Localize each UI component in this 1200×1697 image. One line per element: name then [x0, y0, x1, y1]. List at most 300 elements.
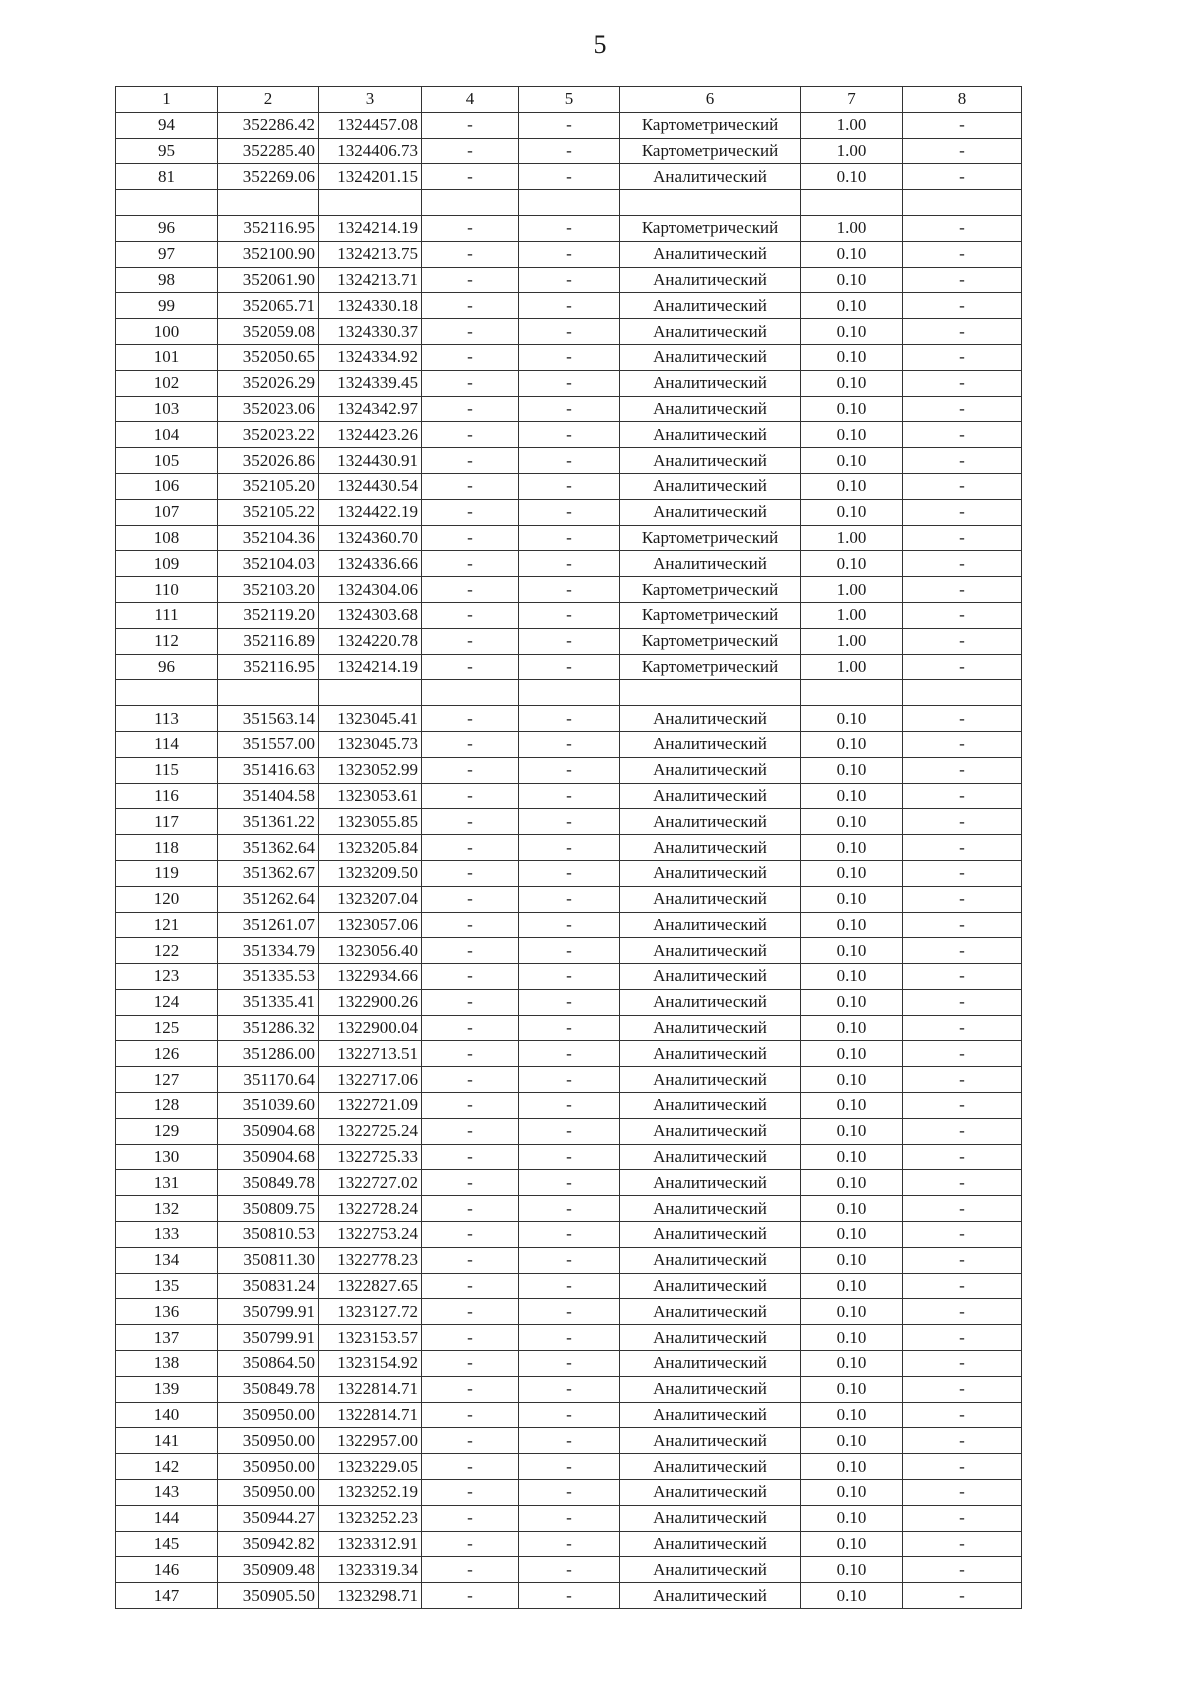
cell-x-coordinate: 352103.20 [218, 577, 319, 603]
cell-y-coordinate [319, 190, 422, 216]
cell-col-4: - [422, 138, 519, 164]
cell-accuracy: 0.10 [801, 1093, 903, 1119]
cell-point-number: 95 [116, 138, 218, 164]
cell-method: Аналитический [620, 757, 801, 783]
cell-y-coordinate: 1324336.66 [319, 551, 422, 577]
cell-col-8: - [903, 706, 1022, 732]
cell-col-8: - [903, 1454, 1022, 1480]
cell-col-5: - [519, 860, 620, 886]
cell-x-coordinate: 350811.30 [218, 1247, 319, 1273]
cell-point-number: 142 [116, 1454, 218, 1480]
cell-col-8: - [903, 1531, 1022, 1557]
cell-x-coordinate: 350950.00 [218, 1402, 319, 1428]
cell-col-4: - [422, 706, 519, 732]
table-row [116, 1557, 1022, 1583]
cell-col-8: - [903, 835, 1022, 861]
cell-y-coordinate: 1322778.23 [319, 1247, 422, 1273]
cell-col-8: - [903, 1041, 1022, 1067]
cell-point-number: 143 [116, 1480, 218, 1506]
cell-y-coordinate: 1324220.78 [319, 628, 422, 654]
cell-col-4: - [422, 473, 519, 499]
table-row [116, 1273, 1022, 1299]
table-row [116, 396, 1022, 422]
cell-accuracy: 0.10 [801, 1480, 903, 1506]
cell-col-5: - [519, 654, 620, 680]
cell-point-number: 110 [116, 577, 218, 603]
cell-method: Аналитический [620, 989, 801, 1015]
cell-col-5: - [519, 1170, 620, 1196]
cell-col-4: - [422, 448, 519, 474]
header-row [116, 87, 1022, 113]
cell-accuracy: 1.00 [801, 654, 903, 680]
table-row [116, 1015, 1022, 1041]
cell-col-4: - [422, 1118, 519, 1144]
cell-y-coordinate: 1323252.23 [319, 1505, 422, 1531]
cell-col-4: - [422, 112, 519, 138]
cell-col-5: - [519, 1041, 620, 1067]
cell-accuracy: 0.10 [801, 1454, 903, 1480]
cell-accuracy: 0.10 [801, 1531, 903, 1557]
cell-accuracy: 0.10 [801, 267, 903, 293]
cell-col-5: - [519, 319, 620, 345]
cell-col-8: - [903, 370, 1022, 396]
table-row [116, 1505, 1022, 1531]
cell-accuracy: 0.10 [801, 1247, 903, 1273]
table-row [116, 1531, 1022, 1557]
cell-x-coordinate: 350904.68 [218, 1144, 319, 1170]
table-row [116, 809, 1022, 835]
cell-col-5: - [519, 1505, 620, 1531]
cell-col-8: - [903, 938, 1022, 964]
cell-y-coordinate: 1324213.75 [319, 241, 422, 267]
cell-y-coordinate [319, 680, 422, 706]
cell-y-coordinate: 1324457.08 [319, 112, 422, 138]
cell-y-coordinate: 1323207.04 [319, 886, 422, 912]
cell-col-5: - [519, 1402, 620, 1428]
cell-accuracy: 0.10 [801, 706, 903, 732]
column-header-1: 1 [116, 87, 218, 113]
cell-x-coordinate [218, 680, 319, 706]
cell-accuracy [801, 190, 903, 216]
cell-accuracy: 0.10 [801, 1505, 903, 1531]
cell-x-coordinate: 350849.78 [218, 1376, 319, 1402]
cell-col-4: - [422, 525, 519, 551]
cell-accuracy: 0.10 [801, 293, 903, 319]
table-row [116, 551, 1022, 577]
cell-point-number: 114 [116, 731, 218, 757]
table-row [116, 164, 1022, 190]
cell-col-8: - [903, 577, 1022, 603]
cell-col-5: - [519, 112, 620, 138]
cell-col-8: - [903, 1376, 1022, 1402]
cell-accuracy: 1.00 [801, 112, 903, 138]
cell-method: Аналитический [620, 1428, 801, 1454]
cell-point-number: 97 [116, 241, 218, 267]
cell-method: Картометрический [620, 138, 801, 164]
cell-method: Аналитический [620, 1583, 801, 1609]
cell-col-4: - [422, 809, 519, 835]
cell-col-8: - [903, 551, 1022, 577]
cell-y-coordinate: 1322753.24 [319, 1222, 422, 1248]
cell-x-coordinate: 351262.64 [218, 886, 319, 912]
table-row [116, 1325, 1022, 1351]
cell-col-4: - [422, 628, 519, 654]
cell-accuracy: 0.10 [801, 1222, 903, 1248]
cell-point-number: 111 [116, 602, 218, 628]
cell-accuracy: 0.10 [801, 938, 903, 964]
cell-col-4: - [422, 757, 519, 783]
cell-col-8: - [903, 1273, 1022, 1299]
cell-y-coordinate: 1323153.57 [319, 1325, 422, 1351]
cell-col-8: - [903, 422, 1022, 448]
cell-col-8: - [903, 757, 1022, 783]
cell-col-5: - [519, 1247, 620, 1273]
cell-y-coordinate: 1323319.34 [319, 1557, 422, 1583]
cell-point-number: 108 [116, 525, 218, 551]
cell-point-number: 105 [116, 448, 218, 474]
cell-accuracy: 0.10 [801, 448, 903, 474]
cell-col-8: - [903, 215, 1022, 241]
cell-col-8: - [903, 448, 1022, 474]
table-row [116, 1196, 1022, 1222]
column-header-8: 8 [903, 87, 1022, 113]
cell-col-4: - [422, 370, 519, 396]
table-row [116, 577, 1022, 603]
cell-col-5: - [519, 1351, 620, 1377]
cell-x-coordinate: 350950.00 [218, 1480, 319, 1506]
cell-col-8: - [903, 628, 1022, 654]
cell-col-8: - [903, 1505, 1022, 1531]
cell-accuracy: 0.10 [801, 1557, 903, 1583]
cell-point-number [116, 680, 218, 706]
cell-col-4: - [422, 1351, 519, 1377]
cell-x-coordinate: 351362.64 [218, 835, 319, 861]
cell-col-5: - [519, 835, 620, 861]
cell-point-number: 141 [116, 1428, 218, 1454]
cell-method: Картометрический [620, 602, 801, 628]
cell-col-5: - [519, 989, 620, 1015]
table-row [116, 344, 1022, 370]
cell-col-5: - [519, 1325, 620, 1351]
table-row [116, 1351, 1022, 1377]
cell-col-4: - [422, 577, 519, 603]
cell-x-coordinate: 350849.78 [218, 1170, 319, 1196]
cell-point-number: 127 [116, 1067, 218, 1093]
cell-method: Аналитический [620, 783, 801, 809]
cell-y-coordinate: 1322814.71 [319, 1376, 422, 1402]
cell-col-5: - [519, 1454, 620, 1480]
cell-point-number: 121 [116, 912, 218, 938]
cell-method: Аналитический [620, 1067, 801, 1093]
cell-x-coordinate: 351335.41 [218, 989, 319, 1015]
table-row [116, 370, 1022, 396]
cell-col-8: - [903, 1299, 1022, 1325]
cell-method: Картометрический [620, 577, 801, 603]
cell-accuracy: 0.10 [801, 783, 903, 809]
cell-method: Аналитический [620, 344, 801, 370]
cell-col-4: - [422, 1505, 519, 1531]
cell-method: Аналитический [620, 731, 801, 757]
cell-method [620, 190, 801, 216]
cell-col-5: - [519, 1557, 620, 1583]
cell-col-8: - [903, 602, 1022, 628]
cell-x-coordinate: 351557.00 [218, 731, 319, 757]
cell-x-coordinate: 351362.67 [218, 860, 319, 886]
cell-accuracy: 0.10 [801, 809, 903, 835]
cell-x-coordinate: 352104.03 [218, 551, 319, 577]
table-row [116, 1093, 1022, 1119]
cell-col-4: - [422, 1531, 519, 1557]
cell-col-8: - [903, 1583, 1022, 1609]
cell-x-coordinate: 351170.64 [218, 1067, 319, 1093]
cell-col-8: - [903, 860, 1022, 886]
cell-x-coordinate: 351286.32 [218, 1015, 319, 1041]
cell-method: Аналитический [620, 396, 801, 422]
cell-x-coordinate: 350904.68 [218, 1118, 319, 1144]
table-row [116, 783, 1022, 809]
cell-x-coordinate: 350810.53 [218, 1222, 319, 1248]
cell-point-number: 99 [116, 293, 218, 319]
cell-x-coordinate: 352026.29 [218, 370, 319, 396]
table-row [116, 602, 1022, 628]
table-row [116, 422, 1022, 448]
cell-col-4: - [422, 499, 519, 525]
cell-col-4: - [422, 783, 519, 809]
cell-x-coordinate: 352269.06 [218, 164, 319, 190]
cell-x-coordinate: 352116.95 [218, 654, 319, 680]
table-row [116, 112, 1022, 138]
cell-col-5: - [519, 1299, 620, 1325]
cell-col-5: - [519, 422, 620, 448]
table-row [116, 1118, 1022, 1144]
cell-col-8 [903, 190, 1022, 216]
cell-col-8: - [903, 1118, 1022, 1144]
cell-point-number: 117 [116, 809, 218, 835]
cell-accuracy: 0.10 [801, 1428, 903, 1454]
cell-point-number: 116 [116, 783, 218, 809]
cell-method: Аналитический [620, 164, 801, 190]
cell-method: Аналитический [620, 1273, 801, 1299]
cell-x-coordinate: 350799.91 [218, 1299, 319, 1325]
table-row [116, 293, 1022, 319]
cell-method: Аналитический [620, 473, 801, 499]
cell-method: Аналитический [620, 293, 801, 319]
cell-accuracy: 0.10 [801, 912, 903, 938]
cell-col-5: - [519, 215, 620, 241]
cell-col-8: - [903, 1351, 1022, 1377]
cell-x-coordinate: 352119.20 [218, 602, 319, 628]
cell-point-number: 109 [116, 551, 218, 577]
cell-accuracy: 0.10 [801, 1144, 903, 1170]
cell-col-5: - [519, 525, 620, 551]
cell-point-number: 106 [116, 473, 218, 499]
table-row [116, 1170, 1022, 1196]
cell-col-5: - [519, 473, 620, 499]
table-row [116, 628, 1022, 654]
cell-y-coordinate: 1324213.71 [319, 267, 422, 293]
cell-point-number: 138 [116, 1351, 218, 1377]
cell-y-coordinate: 1323229.05 [319, 1454, 422, 1480]
cell-x-coordinate: 352104.36 [218, 525, 319, 551]
cell-point-number: 132 [116, 1196, 218, 1222]
cell-accuracy: 0.10 [801, 1041, 903, 1067]
cell-col-5: - [519, 577, 620, 603]
cell-x-coordinate: 351039.60 [218, 1093, 319, 1119]
cell-y-coordinate: 1324303.68 [319, 602, 422, 628]
cell-point-number: 125 [116, 1015, 218, 1041]
cell-method: Картометрический [620, 215, 801, 241]
cell-col-4: - [422, 835, 519, 861]
cell-accuracy: 0.10 [801, 1299, 903, 1325]
cell-x-coordinate: 350909.48 [218, 1557, 319, 1583]
cell-col-4: - [422, 1273, 519, 1299]
cell-x-coordinate: 352116.89 [218, 628, 319, 654]
cell-col-8: - [903, 164, 1022, 190]
cell-accuracy: 0.10 [801, 1273, 903, 1299]
cell-x-coordinate: 351404.58 [218, 783, 319, 809]
cell-col-4 [422, 680, 519, 706]
cell-col-8: - [903, 473, 1022, 499]
cell-x-coordinate: 352059.08 [218, 319, 319, 345]
cell-method: Аналитический [620, 938, 801, 964]
cell-point-number: 103 [116, 396, 218, 422]
cell-x-coordinate: 351261.07 [218, 912, 319, 938]
cell-col-4: - [422, 422, 519, 448]
cell-col-5: - [519, 602, 620, 628]
cell-y-coordinate: 1324430.54 [319, 473, 422, 499]
cell-accuracy: 1.00 [801, 138, 903, 164]
cell-method: Аналитический [620, 1531, 801, 1557]
cell-col-5: - [519, 964, 620, 990]
cell-method: Аналитический [620, 835, 801, 861]
cell-col-8 [903, 680, 1022, 706]
separator-row [116, 190, 1022, 216]
cell-method: Аналитический [620, 1170, 801, 1196]
cell-col-4: - [422, 1093, 519, 1119]
table-row [116, 1454, 1022, 1480]
cell-accuracy: 0.10 [801, 860, 903, 886]
table-row [116, 267, 1022, 293]
column-header-7: 7 [801, 87, 903, 113]
separator-row [116, 680, 1022, 706]
cell-y-coordinate: 1322725.24 [319, 1118, 422, 1144]
cell-col-8: - [903, 1247, 1022, 1273]
cell-y-coordinate: 1323252.19 [319, 1480, 422, 1506]
cell-col-5: - [519, 1273, 620, 1299]
column-header-2: 2 [218, 87, 319, 113]
cell-y-coordinate: 1322957.00 [319, 1428, 422, 1454]
cell-col-8: - [903, 1067, 1022, 1093]
cell-point-number: 118 [116, 835, 218, 861]
cell-col-5: - [519, 344, 620, 370]
cell-col-4: - [422, 602, 519, 628]
cell-col-4: - [422, 1557, 519, 1583]
cell-accuracy: 0.10 [801, 835, 903, 861]
cell-accuracy: 0.10 [801, 396, 903, 422]
cell-point-number: 140 [116, 1402, 218, 1428]
cell-y-coordinate: 1324360.70 [319, 525, 422, 551]
cell-accuracy: 0.10 [801, 1118, 903, 1144]
cell-point-number: 137 [116, 1325, 218, 1351]
cell-point-number: 104 [116, 422, 218, 448]
cell-col-8: - [903, 964, 1022, 990]
cell-col-4: - [422, 1376, 519, 1402]
cell-accuracy: 0.10 [801, 1196, 903, 1222]
cell-accuracy: 0.10 [801, 886, 903, 912]
cell-y-coordinate: 1323209.50 [319, 860, 422, 886]
cell-col-4: - [422, 1480, 519, 1506]
coordinates-table [115, 86, 1022, 1609]
cell-point-number: 146 [116, 1557, 218, 1583]
cell-col-8: - [903, 809, 1022, 835]
cell-y-coordinate: 1324423.26 [319, 422, 422, 448]
cell-col-8: - [903, 138, 1022, 164]
cell-accuracy: 0.10 [801, 499, 903, 525]
table-row [116, 654, 1022, 680]
table-body [116, 112, 1022, 1608]
cell-col-4: - [422, 731, 519, 757]
cell-method: Аналитический [620, 499, 801, 525]
cell-x-coordinate: 352023.06 [218, 396, 319, 422]
column-header-6: 6 [620, 87, 801, 113]
table-header [116, 87, 1022, 113]
cell-col-5: - [519, 757, 620, 783]
cell-x-coordinate: 350942.82 [218, 1531, 319, 1557]
cell-accuracy: 0.10 [801, 319, 903, 345]
table-row [116, 473, 1022, 499]
cell-method: Аналитический [620, 1325, 801, 1351]
table-row [116, 448, 1022, 474]
cell-col-8: - [903, 989, 1022, 1015]
cell-accuracy: 0.10 [801, 1325, 903, 1351]
table-row [116, 241, 1022, 267]
table-row [116, 757, 1022, 783]
cell-y-coordinate: 1324304.06 [319, 577, 422, 603]
cell-col-8: - [903, 1557, 1022, 1583]
cell-col-5: - [519, 886, 620, 912]
cell-col-4: - [422, 1325, 519, 1351]
cell-accuracy: 0.10 [801, 164, 903, 190]
cell-col-4: - [422, 164, 519, 190]
cell-accuracy: 0.10 [801, 551, 903, 577]
table-row [116, 499, 1022, 525]
cell-method: Аналитический [620, 886, 801, 912]
cell-x-coordinate: 352285.40 [218, 138, 319, 164]
cell-accuracy: 1.00 [801, 628, 903, 654]
cell-y-coordinate: 1323045.73 [319, 731, 422, 757]
cell-col-8: - [903, 319, 1022, 345]
cell-point-number: 144 [116, 1505, 218, 1531]
cell-col-4: - [422, 293, 519, 319]
cell-col-5: - [519, 1376, 620, 1402]
cell-point-number: 120 [116, 886, 218, 912]
table-row [116, 1428, 1022, 1454]
cell-method: Аналитический [620, 860, 801, 886]
cell-col-5: - [519, 164, 620, 190]
table-row [116, 1222, 1022, 1248]
cell-point-number: 96 [116, 215, 218, 241]
cell-col-4: - [422, 938, 519, 964]
cell-x-coordinate: 352116.95 [218, 215, 319, 241]
cell-col-4: - [422, 396, 519, 422]
cell-accuracy: 0.10 [801, 344, 903, 370]
table-row [116, 138, 1022, 164]
cell-method: Аналитический [620, 809, 801, 835]
cell-accuracy: 0.10 [801, 1351, 903, 1377]
cell-y-coordinate: 1322721.09 [319, 1093, 422, 1119]
cell-col-4: - [422, 1428, 519, 1454]
cell-y-coordinate: 1323052.99 [319, 757, 422, 783]
